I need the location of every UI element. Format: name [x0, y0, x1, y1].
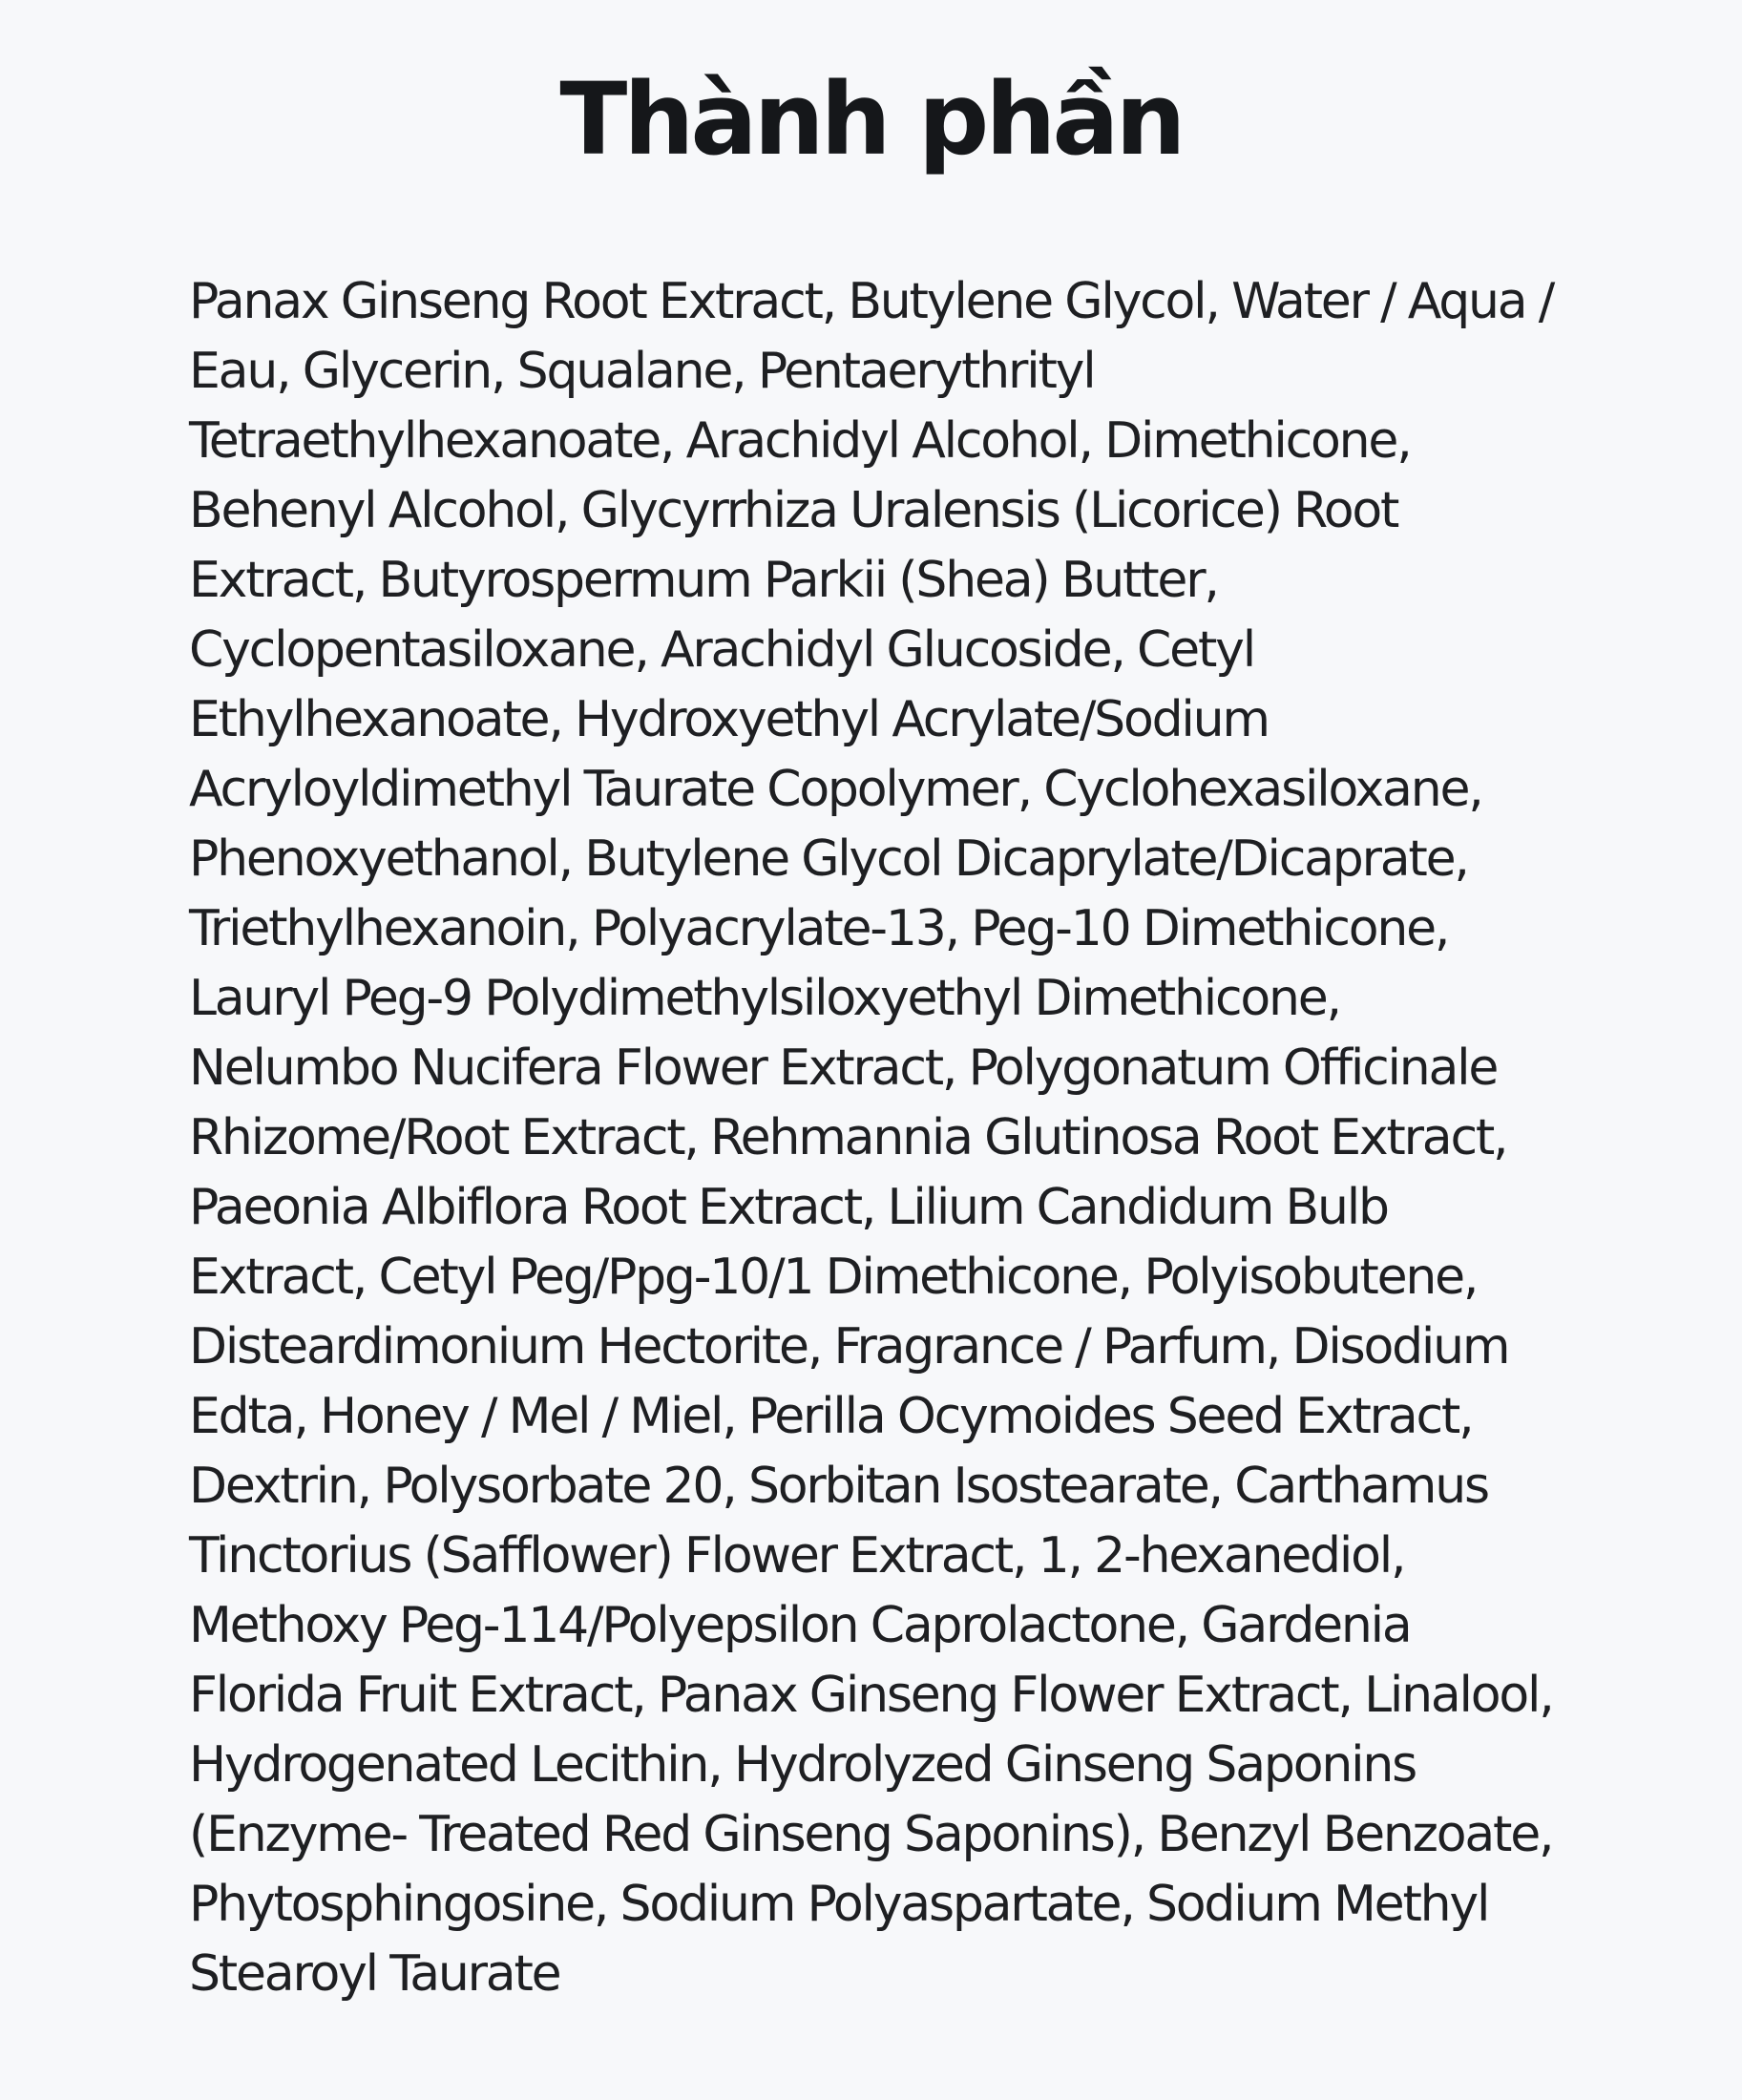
ingredients-line: Cyclopentasiloxane, Arachidyl Glucoside, Cetyl: [189, 621, 1254, 679]
ingredients-line: (Enzyme- Treated Red Ginseng Saponins), Benzyl Benzoate,: [189, 1806, 1553, 1863]
ingredients-line: Extract, Cetyl Peg/Ppg-10/1 Dimethicone, Polyisobutene,: [189, 1249, 1478, 1306]
ingredients-line: Acryloyldimethyl Taurate Copolymer, Cyclohexasiloxane,: [189, 761, 1482, 818]
ingredients-line: Florida Fruit Extract, Panax Ginseng Flower Extract, Linalool,: [189, 1667, 1553, 1724]
ingredients-list: [189, 267, 1602, 2009]
ingredients-line: Tinctorius (Safflower) Flower Extract, 1, 2-hexanediol,: [189, 1527, 1405, 1585]
ingredients-line: Rhizome/Root Extract, Rehmannia Glutinosa Root Extract,: [189, 1109, 1507, 1166]
ingredients-line: Extract, Butyrospermum Parkii (Shea) Butter,: [189, 552, 1218, 609]
page-title: Thành phần: [559, 61, 1183, 178]
ingredients-line: Methoxy Peg-114/Polyepsilon Caprolactone, Gardenia: [189, 1597, 1411, 1654]
ingredients-line: Disteardimonium Hectorite, Fragrance / Parfum, Disodium: [189, 1318, 1509, 1376]
ingredients-line: Tetraethylhexanoate, Arachidyl Alcohol, Dimethicone,: [189, 412, 1411, 470]
ingredients-line: Edta, Honey / Mel / Miel, Perilla Ocymoides Seed Extract,: [189, 1388, 1473, 1445]
ingredients-line: Panax Ginseng Root Extract, Butylene Glycol, Water / Aqua /: [189, 273, 1554, 330]
ingredients-line: Nelumbo Nucifera Flower Extract, Polygonatum Officinale: [189, 1040, 1498, 1097]
ingredients-line: Stearoyl Taurate: [189, 1945, 560, 2003]
ingredients-line: Paeonia Albiflora Root Extract, Lilium Candidum Bulb: [189, 1179, 1388, 1236]
ingredients-line: Lauryl Peg-9 Polydimethylsiloxyethyl Dimethicone,: [189, 970, 1340, 1027]
ingredients-line: Dextrin, Polysorbate 20, Sorbitan Isostearate, Carthamus: [189, 1458, 1488, 1515]
ingredients-line: Behenyl Alcohol, Glycyrrhiza Uralensis (Licorice) Root: [189, 482, 1398, 539]
ingredients-line: Phenoxyethanol, Butylene Glycol Dicaprylate/Dicaprate,: [189, 830, 1468, 888]
ingredients-line: Triethylhexanoin, Polyacrylate-13, Peg-10 Dimethicone,: [189, 900, 1449, 957]
ingredients-line: Hydrogenated Lecithin, Hydrolyzed Ginseng Saponins: [189, 1736, 1416, 1794]
ingredients-line: Ethylhexanoate, Hydroxyethyl Acrylate/Sodium: [189, 691, 1269, 748]
ingredients-line: Phytosphingosine, Sodium Polyaspartate, Sodium Methyl: [189, 1876, 1489, 1933]
ingredients-line: Eau, Glycerin, Squalane, Pentaerythrityl: [189, 343, 1095, 400]
